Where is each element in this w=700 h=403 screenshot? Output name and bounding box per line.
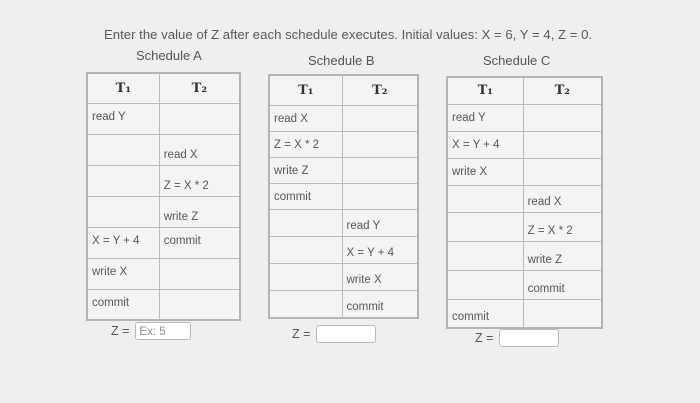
schedule-a-cell	[159, 258, 240, 289]
schedule-c-header-t1: T₁	[447, 77, 523, 104]
schedule-b-cell: write Z	[269, 157, 342, 183]
schedule-b-cell: Z = X * 2	[269, 131, 342, 157]
schedule-b-cell	[342, 157, 418, 183]
schedule-b-answer-input[interactable]	[316, 325, 376, 343]
schedule-c-z-label: Z =	[475, 331, 494, 345]
schedule-b-cell	[342, 105, 418, 131]
schedule-c-answer-input[interactable]	[499, 329, 559, 347]
schedule-a-answer-input[interactable]: Ex: 5	[135, 322, 191, 340]
schedule-c-cell: write Z	[523, 241, 602, 270]
schedule-b-cell: write X	[342, 263, 418, 290]
schedule-b-table	[268, 74, 419, 319]
schedule-b-cell: commit	[342, 290, 418, 318]
schedule-a-cell	[87, 196, 159, 227]
schedule-a-cell: read X	[159, 134, 240, 165]
schedule-a-cell: write X	[87, 258, 159, 289]
schedule-b-cell	[342, 131, 418, 157]
schedule-a-cell	[159, 289, 240, 320]
schedule-a-z-label: Z =	[111, 324, 130, 338]
schedule-c-cell	[523, 104, 602, 131]
schedule-c-cell	[447, 212, 523, 241]
schedule-a-answer-row	[111, 322, 191, 340]
schedule-b-header-t2: T₂	[342, 75, 418, 105]
schedule-b-cell	[269, 236, 342, 263]
schedule-a-cell	[87, 134, 159, 165]
schedule-c-cell: read X	[523, 185, 602, 212]
schedule-b-cell	[269, 290, 342, 318]
schedule-a-cell: commit	[159, 227, 240, 258]
question-text: Enter the value of Z after each schedule executes. Initial values: X = 6, Y = 4, Z = 0.	[104, 27, 593, 42]
schedule-b-cell	[342, 183, 418, 209]
schedule-a-cell: write Z	[159, 196, 240, 227]
schedule-a-header-t1: T₁	[87, 73, 159, 103]
schedule-b-z-label: Z =	[292, 327, 311, 341]
schedule-c-cell	[523, 131, 602, 158]
schedule-c-answer-row	[475, 329, 559, 347]
schedule-c-cell: Z = X * 2	[523, 212, 602, 241]
schedule-c-cell: commit	[447, 299, 523, 328]
schedule-a-cell: X = Y + 4	[87, 227, 159, 258]
schedule-a-header-t2: T₂	[159, 73, 240, 103]
schedule-c-table	[446, 76, 603, 329]
schedule-b-cell	[269, 263, 342, 290]
schedule-a-cell: Z = X * 2	[159, 165, 240, 196]
schedule-c-cell	[447, 185, 523, 212]
schedule-c-cell: commit	[523, 270, 602, 299]
schedule-c-header-t2: T₂	[523, 77, 602, 104]
schedule-a-cell	[159, 103, 240, 134]
schedule-b-cell: commit	[269, 183, 342, 209]
schedule-c-cell: write X	[447, 158, 523, 185]
schedule-b-cell: X = Y + 4	[342, 236, 418, 263]
schedule-b-title: Schedule B	[308, 53, 375, 68]
schedule-b-cell: read Y	[342, 209, 418, 236]
schedule-a-title: Schedule A	[136, 48, 202, 63]
schedule-a-table	[86, 72, 241, 321]
schedule-a-cell: read Y	[87, 103, 159, 134]
schedule-b-cell	[269, 209, 342, 236]
schedule-c-cell	[523, 158, 602, 185]
schedule-b-answer-row	[292, 325, 376, 343]
schedule-a-cell	[87, 165, 159, 196]
schedule-c-cell	[447, 241, 523, 270]
schedule-c-cell	[447, 270, 523, 299]
schedule-b-header-t1: T₁	[269, 75, 342, 105]
schedule-a-cell: commit	[87, 289, 159, 320]
schedule-c-cell	[523, 299, 602, 328]
schedule-c-title: Schedule C	[483, 53, 551, 68]
schedule-c-cell: read Y	[447, 104, 523, 131]
schedule-c-cell: X = Y + 4	[447, 131, 523, 158]
schedule-b-cell: read X	[269, 105, 342, 131]
